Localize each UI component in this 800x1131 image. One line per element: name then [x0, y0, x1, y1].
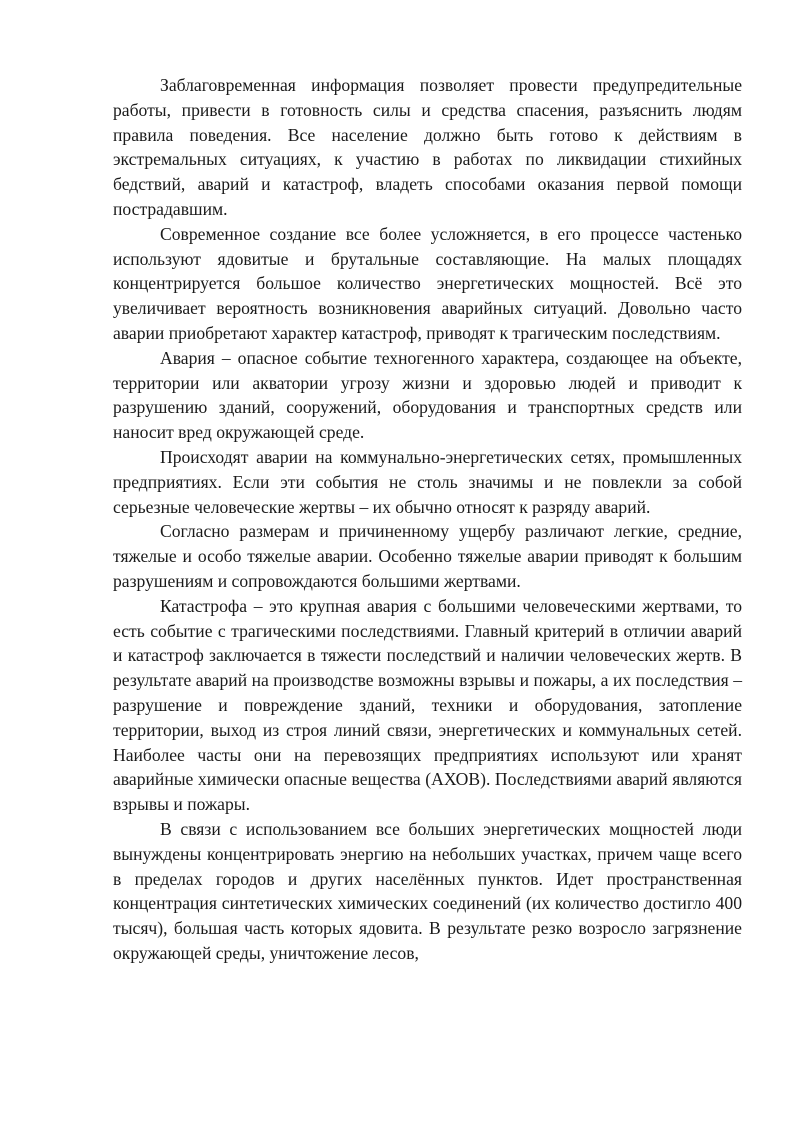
paragraph-6: Катастрофа – это крупная авария с большими человеческими жертвами, то есть событие с трагическими последствиями. Главный критерий в отличии аварий и катастроф заключается в тяжести последствий и наличии человеческих жертв. В результате аварий на производстве возможны взрывы и пожары, а их последствия – разрушение и повреждение зданий, техники и оборудования, затопление территории, выход из строя линий связи, энергетических и коммунальных сетей. Наиболее часты они на перевозящих предприятиях используют или хранят аварийные химически опасные вещества (АХОВ). Последствиями аварий являются взрывы и пожары. — [113, 595, 742, 815]
paragraph-2: Современное создание все более усложняется, в его процессе частенько используют ядовитые и брутальные составляющие. На малых площадях концентрируется большое количество энергетических мощностей. Всё это увеличивает вероятность возникновения аварийных ситуаций. Довольно часто аварии приобретают характер катастроф, приводят к трагическим последствиям. — [113, 223, 742, 343]
paragraph-1: Заблаговременная информация позволяет провести предупредительные работы, привести в готовность силы и средства спасения, разъяснить людям правила поведения. Все население должно быть готово к действиям в экстремальных ситуациях, к участию в работах по ликвидации стихийных бедствий, аварий и катастроф, владеть способами оказания первой помощи пострадавшим. — [113, 75, 742, 219]
paragraph-4: Происходят аварии на коммунально-энергетических сетях, промышленных предприятиях. Если эти события не столь значимы и не повлекли за собой серьезные человеческие жертвы – их обычно относят к разряду аварий. — [113, 446, 742, 517]
paragraph-5: Согласно размерам и причиненному ущербу различают легкие, средние, тяжелые и особо тяжелые аварии. Особенно тяжелые аварии приводят к большим разрушениям и сопровождаются большими жертвами. — [113, 521, 742, 591]
paragraph-7: В связи с использованием все больших энергетических мощностей люди вынуждены концентрировать энергию на небольших участках, причем чаще всего в пределах городов и других населённых пунктов. Идет пространственная концентрация синтетических химических соединений (их количество достигло 400 тысяч), большая часть которых ядовита. В результате резко возросло загрязнение окружающей среды, уничтожение лесов, — [113, 818, 742, 963]
paragraph-3: Авария – опасное событие техногенного характера, создающее на объекте, территории или акватории угрозу жизни и здоровью людей и приводит к разрушению зданий, сооружений, оборудования и транспортных средств или наносит вред окружающей среде. — [113, 347, 742, 443]
document-body — [113, 73, 742, 966]
